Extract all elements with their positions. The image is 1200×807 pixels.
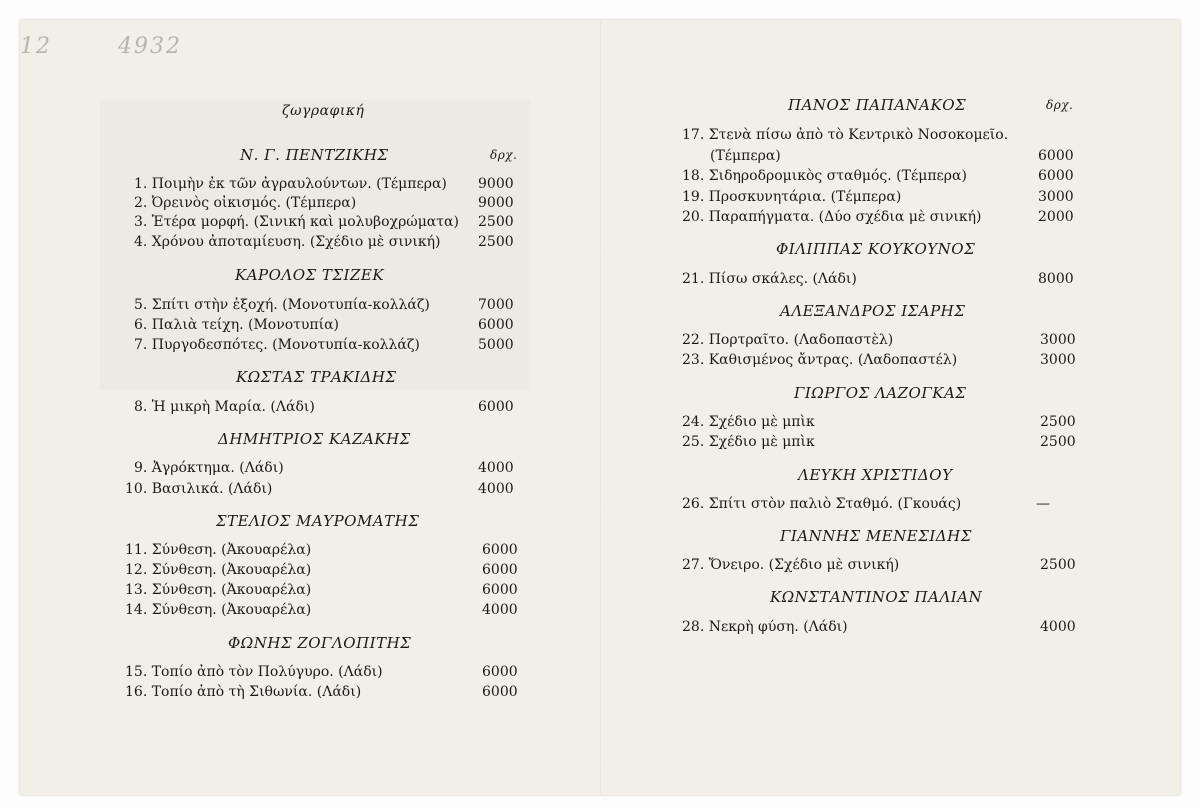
artwork-title: 17. Στενὰ πίσω ἀπὸ τὸ Κεντρικὸ Νοσοκομεῖο. — [682, 127, 1009, 143]
artwork-title: 2. Ὀρεινὸς οἰκισμός. (Τέμπερα) — [134, 195, 357, 211]
artwork-title: 9. Ἀγρόκτημα. (Λάδι) — [134, 460, 284, 476]
artwork-title: 1. Ποιμὴν ἐκ τῶν ἀγραυλούντων. (Τέμπερα) — [134, 176, 447, 192]
artwork-title: 20. Παραπήγματα. (Δύο σχέδια μὲ σινική) — [682, 209, 982, 225]
artwork-title: 13. Σύνθεση. (Ἀκουαρέλα) — [125, 582, 312, 598]
artwork-price: 6000 — [482, 664, 518, 680]
artist-heading: ΠΑΝΟΣ ΠΑΠΑΝΑΚΟΣ — [788, 96, 967, 114]
artwork-price: 4000 — [1040, 619, 1076, 635]
artwork-price: 2000 — [1038, 209, 1074, 225]
artwork-price: 6000 — [482, 542, 518, 558]
artwork-title: 22. Πορτραῖτο. (Λαδοπαστὲλ) — [682, 332, 894, 348]
price-unit-label: δρχ. — [490, 148, 518, 162]
artwork-title: 8. Ἡ μικρὴ Μαρία. (Λάδι) — [134, 399, 315, 415]
artwork-title: 12. Σύνθεση. (Ἀκουαρέλα) — [125, 562, 312, 578]
artwork-price: 6000 — [482, 582, 518, 598]
artwork-title: 25. Σχέδιο μὲ μπὶκ — [682, 434, 815, 450]
artwork-price: 3000 — [1038, 189, 1074, 205]
artwork-price: 2500 — [1040, 414, 1076, 430]
artwork-title: 18. Σιδηροδρομικὸς σταθμός. (Τέμπερα) — [682, 168, 967, 184]
artist-heading: ΚΩΝΣΤΑΝΤΙΝΟΣ ΠΑΛΙΑΝ — [770, 588, 983, 606]
artwork-price: 3000 — [1040, 332, 1076, 348]
artist-heading: ΔΗΜΗΤΡΙΟΣ ΚΑΖΑΚΗΣ — [218, 430, 411, 448]
artist-heading: ΓΙΩΡΓΟΣ ΛΑΖΟΓΚΑΣ — [794, 384, 967, 402]
artwork-price: 2500 — [478, 234, 514, 250]
artwork-price: 6000 — [478, 317, 514, 333]
artwork-title: 4. Χρόνου ἀποταμίευση. (Σχέδιο μὲ σινική) — [134, 234, 441, 250]
artwork-title: 23. Καθισμένος ἄντρας. (Λαδοπαστέλ) — [682, 352, 958, 368]
artwork-price: 4000 — [478, 481, 514, 497]
artist-heading: ΦΙΛΙΠΠΑΣ ΚΟΥΚΟΥΝΟΣ — [776, 240, 976, 258]
pencil-mark: 4932 — [118, 34, 182, 59]
artist-heading: ΚΩΣΤΑΣ ΤΡΑΚΙΔΗΣ — [236, 368, 397, 386]
artwork-title-continued: (Τέμπερα) — [710, 148, 781, 164]
artwork-title: 3. Ἑτέρα μορφή. (Σινική καὶ μολυβοχρώματα) — [134, 214, 459, 230]
pencil-mark: 12 — [20, 34, 52, 59]
artwork-title: 7. Πυργοδεσπότες. (Μονοτυπία-κολλάζ) — [134, 337, 420, 353]
artwork-price: 6000 — [482, 684, 518, 700]
artist-heading: ΑΛΕΞΑΝΔΡΟΣ ΙΣΑΡΗΣ — [780, 302, 966, 320]
artwork-title: 14. Σύνθεση. (Ἀκουαρέλα) — [125, 602, 312, 618]
artwork-title: 21. Πίσω σκάλες. (Λάδι) — [682, 271, 857, 287]
artwork-price: 4000 — [482, 602, 518, 618]
artwork-price: — — [1036, 496, 1050, 512]
artist-heading: Ν. Γ. ΠΕΝΤΖΙΚΗΣ — [240, 146, 389, 164]
artwork-title: 5. Σπίτι στὴν ἐξοχή. (Μονοτυπία-κολλάζ) — [134, 297, 430, 313]
artwork-price: 3000 — [1040, 352, 1076, 368]
artwork-title: 11. Σύνθεση. (Ἀκουαρέλα) — [125, 542, 312, 558]
artist-heading: ΓΙΑΝΝΗΣ ΜΕΝΕΣΙΔΗΣ — [780, 527, 972, 545]
artwork-price: 6000 — [482, 562, 518, 578]
artwork-title: 16. Τοπίο ἀπὸ τὴ Σιθωνία. (Λάδι) — [125, 684, 362, 700]
catalogue-subtitle: ζωγραφική — [282, 103, 365, 119]
artist-heading: ΣΤΕΛΙΟΣ ΜΑΥΡΟΜΑΤΗΣ — [216, 512, 420, 530]
artwork-price: 6000 — [1038, 168, 1074, 184]
artwork-title: 19. Προσκυνητάρια. (Τέμπερα) — [682, 189, 902, 205]
artwork-price: 9000 — [478, 176, 514, 192]
artwork-title: 26. Σπίτι στὸν παλιὸ Σταθμό. (Γκουάς) — [682, 496, 962, 512]
artwork-price: 6000 — [1038, 148, 1074, 164]
artwork-price: 2500 — [478, 214, 514, 230]
artwork-price: 8000 — [1038, 271, 1074, 287]
artwork-price: 5000 — [478, 337, 514, 353]
artwork-title: 24. Σχέδιο μὲ μπὶκ — [682, 414, 815, 430]
artwork-title: 10. Βασιλικά. (Λάδι) — [125, 481, 273, 497]
artwork-title: 27. Ὄνειρο. (Σχέδιο μὲ σινική) — [682, 557, 900, 573]
artist-heading: ΦΩΝΗΣ ΖΟΓΛΟΠΙΤΗΣ — [228, 634, 412, 652]
artwork-price: 6000 — [478, 399, 514, 415]
artwork-price: 4000 — [478, 460, 514, 476]
artwork-title: 15. Τοπίο ἀπὸ τὸν Πολύγυρο. (Λάδι) — [125, 664, 383, 680]
artwork-price: 2500 — [1040, 434, 1076, 450]
artwork-price: 2500 — [1040, 557, 1076, 573]
artwork-title: 28. Νεκρὴ φύση. (Λάδι) — [682, 619, 848, 635]
artwork-price: 7000 — [478, 297, 514, 313]
artwork-price: 9000 — [478, 195, 514, 211]
artwork-title: 6. Παλιὰ τείχη. (Μονοτυπία) — [134, 317, 340, 333]
price-unit-label: δρχ. — [1046, 98, 1074, 112]
artist-heading: ΛΕΥΚΗ ΧΡΙΣΤΙΔΟΥ — [798, 466, 953, 484]
artist-heading: ΚΑΡΟΛΟΣ ΤΣΙΖΕΚ — [235, 266, 385, 284]
